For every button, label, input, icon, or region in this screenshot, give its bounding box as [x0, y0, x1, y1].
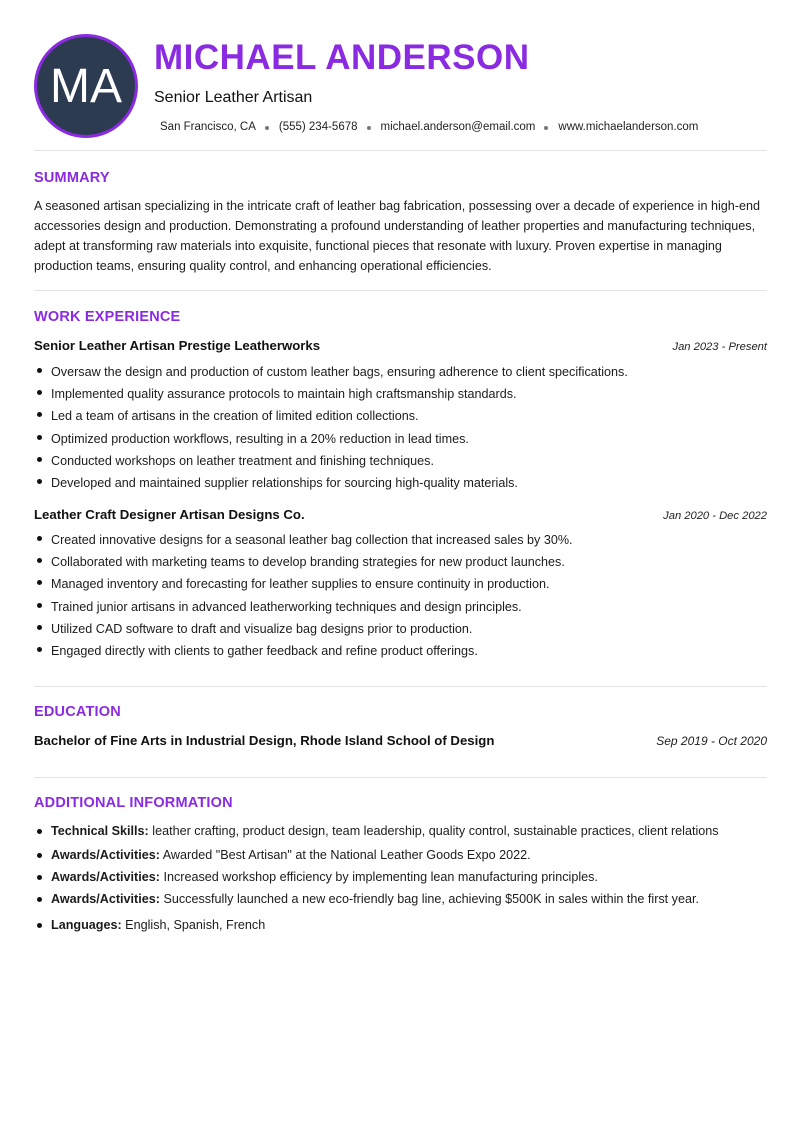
- summary-heading: SUMMARY: [34, 170, 110, 186]
- list-item: Utilized CAD software to draft and visualize bag designs prior to production.: [34, 618, 767, 640]
- job-dates: Jan 2023 - Present: [672, 341, 767, 353]
- list-item: Conducted workshops on leather treatment and finishing techniques.: [34, 450, 767, 472]
- item-text: English, Spanish, French: [121, 918, 266, 932]
- list-item: [34, 890, 767, 916]
- contact-line: [160, 121, 698, 133]
- list-item: [34, 916, 767, 938]
- job-role: Senior Leather Artisan Prestige Leatherworks: [34, 338, 321, 353]
- work-experience-heading: WORK EXPERIENCE: [34, 309, 181, 325]
- job-bullets: [34, 361, 767, 494]
- contact-separator: [544, 126, 548, 130]
- avatar-initials: MA: [50, 59, 122, 113]
- item-text: Awarded "Best Artisan" at the National Leather Goods Expo 2022.: [159, 848, 531, 862]
- section-divider: [34, 686, 767, 687]
- job-header: [34, 507, 767, 522]
- list-item: Optimized production workflows, resulting in a 20% reduction in lead times.: [34, 428, 767, 450]
- item-text: leather crafting, product design, team leadership, quality control, sustainable practices, client relations: [148, 824, 719, 838]
- section-divider: [34, 150, 767, 151]
- item-label: Awards/Activities:: [51, 870, 160, 884]
- education-heading: EDUCATION: [34, 704, 121, 720]
- contact-location: San Francisco, CA: [160, 121, 256, 133]
- education-entry: [34, 733, 767, 748]
- item-label: Languages:: [51, 918, 122, 932]
- job-bullets: [34, 529, 767, 662]
- contact-separator: [367, 126, 371, 130]
- list-item: Engaged directly with clients to gather feedback and refine product offerings.: [34, 640, 767, 662]
- contact-phone: (555) 234-5678: [278, 121, 358, 133]
- section-divider: [34, 290, 767, 291]
- list-item: Implemented quality assurance protocols to maintain high craftsmanship standards.: [34, 383, 767, 405]
- list-item: Collaborated with marketing teams to develop branding strategies for new product launches.: [34, 551, 767, 573]
- list-item: Managed inventory and forecasting for leather supplies to ensure continuity in production.: [34, 573, 767, 595]
- section-divider: [34, 777, 767, 778]
- education-dates: Sep 2019 - Oct 2020: [656, 734, 767, 748]
- list-item: Oversaw the design and production of custom leather bags, ensuring adherence to client specifications.: [34, 361, 767, 383]
- job-role: Leather Craft Designer Artisan Designs Co.: [34, 507, 305, 522]
- item-label: Technical Skills:: [51, 824, 149, 838]
- contact-separator: [265, 126, 269, 130]
- contact-email[interactable]: michael.anderson@email.com: [380, 121, 536, 133]
- additional-info-list: [34, 822, 767, 938]
- list-item: Trained junior artisans in advanced leatherworking techniques and design principles.: [34, 596, 767, 618]
- additional-info-heading: ADDITIONAL INFORMATION: [34, 795, 233, 811]
- list-item: [34, 846, 767, 868]
- item-label: Awards/Activities:: [51, 848, 160, 862]
- avatar: [34, 34, 138, 138]
- item-label: Awards/Activities:: [51, 892, 160, 906]
- item-text: Successfully launched a new eco-friendly bag line, achieving $500K in sales within the first year.: [159, 892, 699, 906]
- contact-website[interactable]: www.michaelanderson.com: [558, 121, 699, 133]
- list-item: Created innovative designs for a seasonal leather bag collection that increased sales by 30%.: [34, 529, 767, 551]
- summary-text: A seasoned artisan specializing in the intricate craft of leather bag fabrication, possessing over a decade of experience in high-end accessories design and production. Demonstrating a profound understanding of leather properties and manufacturing techniques, adept at transforming raw materials into exquisite, functional pieces that resonate with luxury. Proven expertise in managing production teams, ensuring quality control, and enhancing operational efficiencies.: [34, 199, 760, 273]
- list-item: Developed and maintained supplier relationships for sourcing high-quality materials.: [34, 472, 767, 494]
- list-item: [34, 822, 767, 846]
- item-text: Increased workshop efficiency by implementing lean manufacturing principles.: [159, 870, 598, 884]
- job-header: [34, 338, 767, 353]
- list-item: [34, 868, 767, 890]
- education-degree: Bachelor of Fine Arts in Industrial Design, Rhode Island School of Design: [34, 733, 495, 748]
- candidate-name: MICHAEL ANDERSON: [154, 38, 530, 77]
- list-item: Led a team of artisans in the creation of limited edition collections.: [34, 405, 767, 427]
- job-dates: Jan 2020 - Dec 2022: [663, 510, 767, 522]
- candidate-title: Senior Leather Artisan: [154, 89, 313, 106]
